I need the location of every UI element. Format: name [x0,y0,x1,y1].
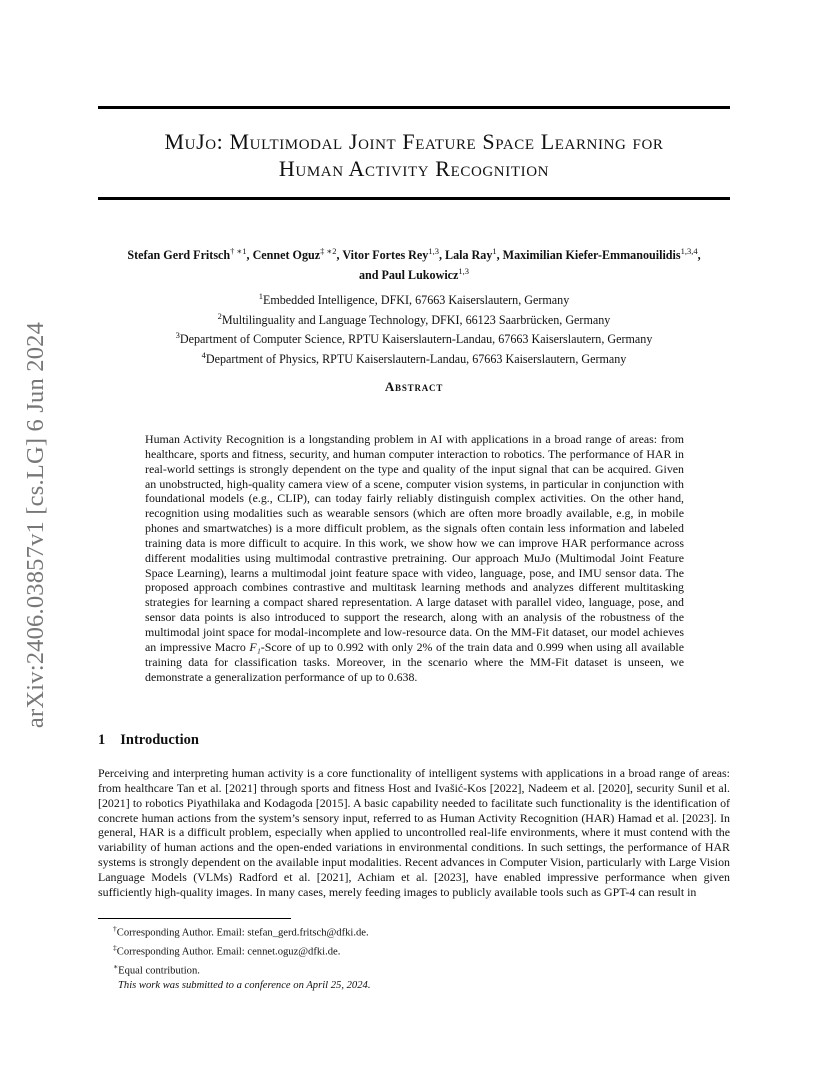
arxiv-id-text: arXiv:2406.03857v1 [cs.LG] 6 Jun 2024 [22,321,49,729]
introduction-paragraph: Perceiving and interpreting human activity is a core functionality of intelligent systems with applications in a broad range of areas: from healthcare Tan et al. [2021] through sports and fitness Host and Ivašić-Kos [2022], Nadeem et al. [2020], security Sunil et al. [2021] to robotics Piyathilaka and Kodagoda [2015]. A basic capability needed to facilitate such functionality is the identification of concrete human actions from the system’s sensory input, referred to as Human Activity Recognition (HAR) Hamad et al. [2023]. In general, HAR is a difficult problem, especially when applied to uncontrolled real-life environments, where it must contend with the variability of human actions and the open-ended variations in environmental conditions. In such settings, the performance of HAR systems is strongly dependent on the available input modalities. Recent advances in Computer Vision, particularly with Large Vision Language Models (VLMs) Radford et al. [2021], Achiam et al. [2023], have enabled impressive performance when given sufficiently high-quality images. In many cases, merely feeding images to publicly available tools such as GPT-4 can result in [98,766,730,899]
title-line-1: MuJo: Multimodal Joint Feature Space Learning for [164,129,664,154]
section-heading-introduction [98,732,199,749]
footnotes [113,922,713,993]
author-line-1 [92,243,736,263]
affiliation: $^1$Embedded Intelligence, DFKI, 67663 Kaiserslautern, Germany [258,291,570,308]
title-top-rule [98,106,730,109]
submission-note: This work was submitted to a conference on April 25, 2024. [118,979,371,991]
section-number: 1 [98,732,106,748]
affiliation-list [98,289,730,368]
author-line-2 [92,263,736,283]
abstract-text: Human Activity Recognition is a longstanding problem in AI with applications in a broad range of areas: from healthcare, sports and fitness, security, and human computer interaction to robotics. The performance of HAR in real-world settings is strongly dependent on the type and quality of the input signal that can be acquired. Given an unobstructed, high-quality camera view of a scene, computer vision systems, in particular in conjunction with foundational models (e.g., CLIP), can today fairly reliably distinguish complex activities. On the other hand, recognition using modalities such as wearable sensors (which are often more broadly available, e.g, in mobile phones and smartwatches) is a more difficult problem, as the signals often contain less information and labeled training data is more difficult to acquire. In this work, we show how we can improve HAR performance across different modalities using multimodal contrastive pretraining. Our approach MuJo (Multimodal Joint Feature Space Learning), learns a multimodal joint feature space with video, language, pose, and IMU sensor data. The proposed approach combines contrastive and multitask learning methods and analyzes different multitasking strategies for learning a compact shared representation. A large dataset with parallel video, language, pose, and sensor data points is also introduced to support the research, along with an analysis of the robustness of the multimodal joint space for modal-incomplete and low-resource data. On the MM-Fit dataset, our model achieves an impressive Macro F₁-Score of up to 0.992 with only 2% of the train data and 0.999 when using all available training data for classification tasks. Moreover, in the scenario where the MM-Fit dataset is unseen, we demonstrate a generalization performance of up to 0.638. [145,432,684,684]
paper-title [98,128,730,182]
affiliation: $^2$Multilinguality and Language Technology, DFKI, 66123 Saarbrücken, Germany [217,310,611,327]
author-marks: 1,3 [458,266,470,277]
abstract-heading: Abstract [384,379,444,394]
title-bottom-rule [98,197,730,200]
footnote-rule [98,918,291,919]
author: Lala Ray$^1$, [445,246,503,263]
author: Stefan Gerd Fritsch$^{\dagger ∗1}$, [127,246,253,263]
author-list [92,243,736,283]
affiliation: $^3$Department of Computer Science, RPTU Kaiserslautern-Landau, 67663 Kaiserslautern, Germany [175,330,653,347]
author: Vitor Fortes Rey$^{1,3}$, [342,246,445,263]
author: Maximilian Kiefer-Emmanouilidis$^{1,3,4}$, [502,246,701,263]
footnote: ‡Corresponding Author. Email: cennet.oguz@dfki.de. [113,942,341,958]
affiliation: $^4$Department of Physics, RPTU Kaiserslautern-Landau, 67663 Kaiserslautern, Germany [201,349,627,366]
section-title: Introduction [120,732,199,748]
author: Cennet Oguz$^{\ddagger ∗2}$, [252,246,343,263]
author: and Paul Lukowicz [358,268,459,283]
f1-symbol: F₁ [249,639,261,654]
footnote: ∗Equal contribution. [113,961,200,977]
title-line-2: Human Activity Recognition [278,156,550,181]
arxiv-sidebar-stamp [16,300,56,750]
footnote: †Corresponding Author. Email: stefan_gerd.fritsch@dfki.de. [113,924,369,939]
